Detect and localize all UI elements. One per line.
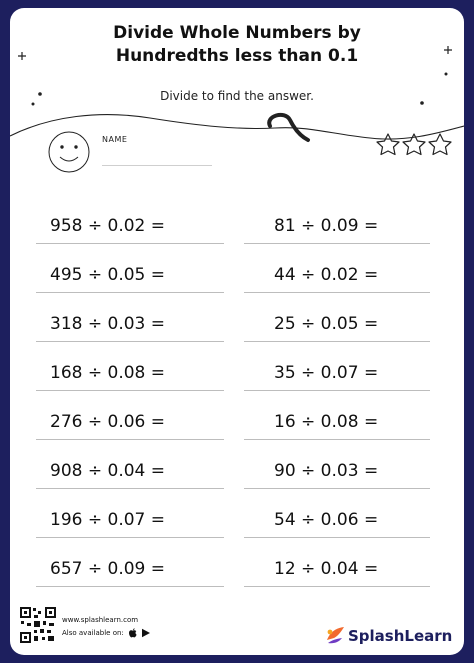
smiley-face-icon <box>49 132 89 172</box>
sparkle-icon <box>18 52 26 60</box>
problem-left-8[interactable] <box>36 541 224 587</box>
answer-line <box>36 243 224 244</box>
problem-right-3[interactable] <box>244 296 430 342</box>
title-line-1: Divide Whole Numbers by <box>113 23 361 43</box>
footer <box>10 604 464 655</box>
dot-icon <box>32 103 35 106</box>
dot-icon <box>38 92 42 96</box>
answer-line <box>36 586 224 587</box>
wave-line <box>10 115 464 139</box>
answer-line <box>244 586 430 587</box>
answer-line <box>244 488 430 489</box>
problem-left-7[interactable] <box>36 492 224 538</box>
apple-icon[interactable] <box>129 628 137 637</box>
dot-icon <box>420 101 424 105</box>
answer-line <box>36 292 224 293</box>
answer-line <box>36 390 224 391</box>
answer-line <box>36 341 224 342</box>
dot-icon <box>445 73 448 76</box>
answer-line <box>36 537 224 538</box>
problem-left-5[interactable] <box>36 394 224 440</box>
problem-left-4[interactable] <box>36 345 224 391</box>
instructions: Divide to find the answer. <box>160 89 314 103</box>
qr-code-icon[interactable] <box>19 606 57 644</box>
problem-text: 276 ÷ 0.06 = <box>50 412 165 432</box>
problem-text: 12 ÷ 0.04 = <box>274 559 379 579</box>
brand-name: SplashLearn <box>348 627 453 645</box>
problem-right-1[interactable] <box>244 198 430 244</box>
available-on-label: Also available on: <box>62 629 124 637</box>
problem-text: 16 ÷ 0.08 = <box>274 412 379 432</box>
problem-text: 81 ÷ 0.09 = <box>274 216 379 236</box>
problem-text: 318 ÷ 0.03 = <box>50 314 165 334</box>
problem-right-5[interactable] <box>244 394 430 440</box>
star-icon <box>377 134 399 155</box>
play-store-icon[interactable] <box>142 629 150 637</box>
problem-text: 168 ÷ 0.08 = <box>50 363 165 383</box>
problem-text: 196 ÷ 0.07 = <box>50 510 165 530</box>
problem-left-3[interactable] <box>36 296 224 342</box>
name-label: NAME <box>102 135 128 144</box>
problem-right-6[interactable] <box>244 443 430 489</box>
answer-line <box>244 243 430 244</box>
problem-text: 908 ÷ 0.04 = <box>50 461 165 481</box>
problem-right-8[interactable] <box>244 541 430 587</box>
problem-text: 958 ÷ 0.02 = <box>50 216 165 236</box>
problem-text: 44 ÷ 0.02 = <box>274 265 379 285</box>
problem-left-2[interactable] <box>36 247 224 293</box>
problem-left-1[interactable] <box>36 198 224 244</box>
title-line-2: Hundredths less than 0.1 <box>115 46 359 66</box>
answer-line <box>244 292 430 293</box>
star-icon <box>429 134 451 155</box>
problem-text: 90 ÷ 0.03 = <box>274 461 379 481</box>
worksheet <box>10 8 464 655</box>
problem-text: 657 ÷ 0.09 = <box>50 559 165 579</box>
answer-line <box>244 537 430 538</box>
answer-line <box>244 390 430 391</box>
answer-line <box>36 439 224 440</box>
sparkle-icon <box>444 46 452 54</box>
splashlearn-logo-icon <box>324 624 346 646</box>
problem-right-2[interactable] <box>244 247 430 293</box>
problem-grid <box>36 198 444 579</box>
answer-line <box>244 341 430 342</box>
problem-text: 35 ÷ 0.07 = <box>274 363 379 383</box>
problem-right-7[interactable] <box>244 492 430 538</box>
answer-line <box>36 488 224 489</box>
answer-line <box>244 439 430 440</box>
name-field[interactable] <box>102 165 212 166</box>
problem-left-6[interactable] <box>36 443 224 489</box>
website-link[interactable]: www.splashlearn.com <box>62 616 139 624</box>
header-decoration <box>10 8 464 208</box>
problem-right-4[interactable] <box>244 345 430 391</box>
problem-text: 54 ÷ 0.06 = <box>274 510 379 530</box>
problem-text: 25 ÷ 0.05 = <box>274 314 379 334</box>
store-icons <box>128 628 152 638</box>
problem-text: 495 ÷ 0.05 = <box>50 265 165 285</box>
